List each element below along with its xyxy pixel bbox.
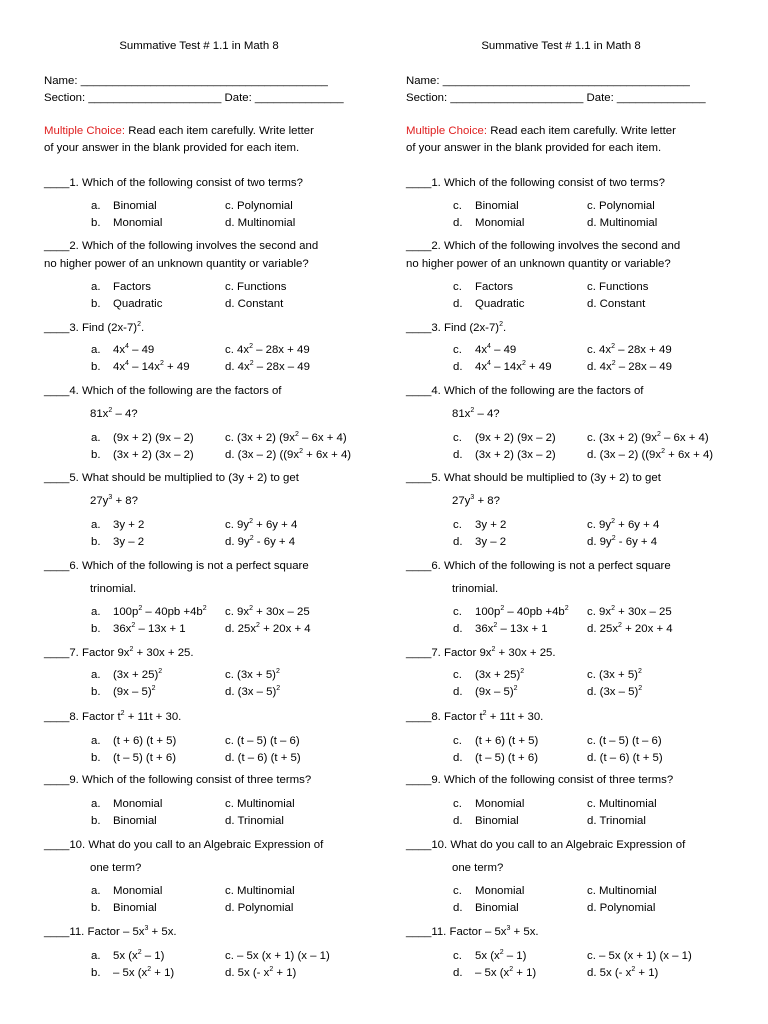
option-choice[interactable]: Monomial [113, 885, 163, 897]
question-continuation: $27y^3 + 8$? [452, 494, 500, 507]
answer-blank[interactable]: ____ [44, 385, 70, 397]
question-1 [406, 176, 665, 190]
option-choice[interactable]: (9x + 2) (9x – 2) [475, 432, 556, 444]
option-choice[interactable]: d. Trinomial [587, 815, 646, 827]
option-choice[interactable]: $4x^4 - 49$ [475, 343, 517, 356]
option-choice[interactable]: Monomial [113, 798, 163, 810]
option-letter: a. [91, 281, 101, 293]
answer-blank[interactable]: ____ [44, 322, 70, 334]
answer-blank[interactable]: ____ [44, 839, 70, 851]
answer-blank[interactable]: ____ [44, 774, 70, 786]
answer-blank[interactable]: ____ [44, 472, 70, 484]
option-choice[interactable]: d. $4x^2 - 28x - 49$ [587, 360, 672, 373]
question-4 [406, 384, 643, 398]
option-letter: c. [453, 950, 462, 962]
page-title: Summative Test # 1.1 in Math 8 [119, 40, 279, 52]
option-choice[interactable]: Factors [475, 281, 513, 293]
option-choice[interactable]: Monomial [113, 217, 163, 229]
option-letter: b. [91, 815, 101, 827]
option-letter: a. [91, 344, 101, 356]
instructions [406, 124, 676, 138]
question-1 [44, 176, 303, 190]
question-continuation: one term? [452, 862, 504, 874]
option-choice[interactable]: $(3x + 25)^2$ [475, 668, 525, 681]
answer-blank[interactable]: ____ [406, 385, 432, 397]
option-choice[interactable]: c. $9x^2 + 30x - 25$ [225, 605, 310, 618]
option-choice[interactable]: Binomial [475, 815, 519, 827]
option-choice[interactable]: d. Multinomial [587, 217, 658, 229]
option-choice[interactable]: d. Trinomial [225, 815, 284, 827]
option-letter: a. [91, 606, 101, 618]
option-letter: d. [453, 217, 463, 229]
question-text: 5. What should be multiplied to (3y + 2) to get [69, 472, 299, 484]
question-text: 2. Which of the following involves the second and [69, 240, 319, 252]
question-continuation: trinomial. [90, 583, 137, 595]
option-choice[interactable]: Binomial [475, 902, 519, 914]
option-letter: c. [453, 344, 462, 356]
instructions-label: Multiple Choice: [44, 125, 126, 137]
option-choice[interactable]: 3y – 2 [475, 536, 507, 548]
question-7 [44, 646, 194, 660]
option-letter: d. [453, 902, 463, 914]
question-10 [44, 838, 323, 852]
question-8 [406, 710, 543, 724]
option-letter: b. [91, 752, 101, 764]
question-4 [44, 384, 281, 398]
question-continuation: one term? [90, 862, 142, 874]
question-6 [406, 559, 671, 573]
name-field[interactable]: Name: _______________________________________ [44, 75, 328, 87]
option-choice[interactable]: $4x^4 - 14x^2 + 49$ [113, 360, 190, 373]
question-9 [44, 773, 311, 787]
option-choice[interactable]: c. Multinomial [225, 885, 295, 897]
option-letter: c. [453, 606, 462, 618]
option-choice[interactable]: $4x^4 - 14x^2 + 49$ [475, 360, 552, 373]
option-letter: d. [453, 752, 463, 764]
option-choice[interactable]: Monomial [475, 217, 525, 229]
option-choice[interactable]: Factors [113, 281, 151, 293]
option-choice[interactable]: d. Constant [225, 298, 284, 310]
option-choice[interactable]: (9x – 5)$^2$ [113, 685, 156, 698]
answer-blank[interactable]: ____ [406, 774, 432, 786]
instructions-line1: Read each item carefully. Write letter [487, 125, 676, 137]
option-choice[interactable]: d. (t – 6) (t + 5) [587, 752, 663, 764]
option-choice[interactable]: d. $25x^2 + 20x + 4$ [587, 622, 673, 635]
option-choice[interactable]: d. (3x – 2) ($(9x^2 + 6x + 4)$ [225, 448, 352, 461]
option-letter: a. [91, 950, 101, 962]
option-choice[interactable]: c. Multinomial [587, 885, 657, 897]
option-choice[interactable]: c. – 5x (x + 1) (x – 1) [225, 950, 330, 962]
question-continuation: $81x^2 - 4$? [452, 407, 500, 420]
option-letter: d. [453, 967, 463, 979]
option-choice[interactable]: c. $4x^2 - 28x + 49$ [587, 343, 672, 356]
option-letter: c. [453, 669, 462, 681]
question-text: 9. Which of the following consist of three terms? [431, 774, 674, 786]
option-choice[interactable]: d. $9y^2 - 6y + 4$ [225, 535, 296, 548]
option-choice[interactable]: d. (3x – 2) ($(9x^2 + 6x + 4)$ [587, 448, 714, 461]
option-choice[interactable]: d. 5x (- $x^2 + 1$) [225, 966, 297, 979]
instructions-line2: of your answer in the blank provided for each item. [406, 142, 662, 154]
question-text: 8. Factor $t^2 + 11t + 30$. [69, 710, 182, 723]
option-letter: b. [91, 967, 101, 979]
option-letter: d. [453, 449, 463, 461]
answer-blank[interactable]: ____ [44, 711, 70, 723]
option-letter: c. [453, 735, 462, 747]
answer-blank[interactable]: ____ [44, 177, 70, 189]
question-text: 3. Find $(2x-7)^2$. [431, 321, 507, 334]
question-9 [406, 773, 673, 787]
question-text: 7. Factor $9x^2 + 30x + 25$. [431, 646, 556, 659]
option-choice[interactable]: (9x + 2) (9x – 2) [113, 432, 194, 444]
question-text: 7. Factor $9x^2 + 30x + 25$. [69, 646, 194, 659]
question-8 [44, 710, 181, 724]
question-text: 6. Which of the following is not a perfect square [431, 560, 671, 572]
option-choice[interactable]: d. Polynomial [225, 902, 294, 914]
question-continuation: no higher power of an unknown quantity or variable? [44, 258, 309, 270]
option-choice[interactable]: c. $9y^2 + 6y + 4$ [225, 518, 298, 531]
question-2 [44, 239, 318, 253]
option-choice[interactable]: c. Polynomial [225, 200, 293, 212]
option-choice[interactable]: (t – 5) (t + 6) [475, 752, 538, 764]
option-choice[interactable]: c. Multinomial [225, 798, 295, 810]
answer-blank[interactable]: ____ [44, 240, 70, 252]
option-choice[interactable]: 3y – 2 [113, 536, 145, 548]
question-continuation: no higher power of an unknown quantity or variable? [406, 258, 671, 270]
answer-blank[interactable]: ____ [406, 472, 432, 484]
page-title: Summative Test # 1.1 in Math 8 [481, 40, 641, 52]
option-choice[interactable]: $36x^2 - 13x + 1$ [475, 622, 548, 635]
option-choice[interactable]: (t + 6) (t + 5) [113, 735, 177, 747]
question-text: 11. Factor – $5x^3 + 5x$. [431, 925, 539, 938]
option-choice[interactable]: c. $(3x + 5)^2$ [225, 668, 280, 681]
option-choice[interactable]: 5x $(x^2 - 1)$ [113, 949, 165, 962]
option-letter: c. [453, 885, 462, 897]
question-11 [406, 925, 539, 939]
answer-blank[interactable]: ____ [44, 926, 70, 938]
option-choice[interactable]: c. (3x + 2) $(9x^2 - 6x + 4)$ [225, 431, 347, 444]
option-choice[interactable]: (t – 5) (t + 6) [113, 752, 176, 764]
option-choice[interactable]: d. $9y^2 - 6y + 4$ [587, 535, 658, 548]
question-2 [406, 239, 680, 253]
option-letter: d. [453, 361, 463, 373]
question-3 [44, 321, 144, 335]
answer-blank[interactable]: ____ [44, 560, 70, 572]
question-11 [44, 925, 177, 939]
option-letter: a. [91, 669, 101, 681]
option-choice[interactable]: c. $(3x + 5)^2$ [587, 668, 642, 681]
option-choice[interactable]: 5x $(x^2 - 1)$ [475, 949, 527, 962]
option-choice[interactable]: Quadratic [113, 298, 163, 310]
section-date-field[interactable]: Section: _____________________ Date: ______________ [44, 92, 344, 104]
option-letter: c. [453, 798, 462, 810]
option-letter: b. [91, 623, 101, 635]
answer-blank[interactable]: ____ [406, 926, 432, 938]
option-choice[interactable]: $100p^2 - 40pb +4b^2$ [113, 605, 207, 618]
option-choice[interactable]: 3y + 2 [475, 519, 507, 531]
question-10 [406, 838, 685, 852]
option-choice[interactable]: $(3x + 25)^2$ [113, 668, 163, 681]
option-choice[interactable]: d. $4x^2 - 28x - 49$ [225, 360, 310, 373]
option-choice[interactable]: Monomial [475, 885, 525, 897]
question-text: 10. What do you call to an Algebraic Expression of [69, 839, 324, 851]
question-6 [44, 559, 309, 573]
option-choice[interactable]: d. (t – 6) (t + 5) [225, 752, 301, 764]
option-letter: a. [91, 519, 101, 531]
option-letter: d. [453, 686, 463, 698]
option-letter: b. [91, 217, 101, 229]
question-text: 3. Find $(2x-7)^2$. [69, 321, 145, 334]
question-text: 4. Which of the following are the factors of [431, 385, 644, 397]
option-letter: c. [453, 200, 462, 212]
option-choice[interactable]: $100p^2 - 40pb +4b^2$ [475, 605, 569, 618]
option-choice[interactable]: c. (3x + 2) $(9x^2 - 6x + 4)$ [587, 431, 709, 444]
option-letter: a. [91, 798, 101, 810]
question-3 [406, 321, 506, 335]
option-letter: d. [453, 815, 463, 827]
answer-blank[interactable]: ____ [406, 647, 432, 659]
question-text: 10. What do you call to an Algebraic Expression of [431, 839, 686, 851]
option-letter: d. [453, 623, 463, 635]
answer-blank[interactable]: ____ [44, 647, 70, 659]
option-choice[interactable]: (3x + 2) (3x – 2) [113, 449, 194, 461]
option-letter: c. [453, 519, 462, 531]
option-letter: a. [91, 200, 101, 212]
answer-blank[interactable]: ____ [406, 177, 432, 189]
option-letter: b. [91, 298, 101, 310]
question-text: 11. Factor – $5x^3 + 5x$. [69, 925, 177, 938]
option-choice[interactable]: d. Constant [587, 298, 646, 310]
option-choice[interactable]: – 5x $(x^2 + 1)$ [113, 966, 175, 979]
section-date-field[interactable]: Section: _____________________ Date: ______________ [406, 92, 706, 104]
question-5 [44, 471, 299, 485]
option-choice[interactable]: Binomial [475, 200, 519, 212]
option-choice[interactable]: c. Polynomial [587, 200, 655, 212]
answer-blank[interactable]: ____ [406, 560, 432, 572]
option-letter: a. [91, 885, 101, 897]
option-choice[interactable]: d. Multinomial [225, 217, 296, 229]
option-letter: c. [453, 432, 462, 444]
option-choice[interactable]: Quadratic [475, 298, 525, 310]
question-text: 1. Which of the following consist of two terms? [431, 177, 665, 189]
option-letter: a. [91, 735, 101, 747]
option-choice[interactable]: c. – 5x (x + 1) (x – 1) [587, 950, 692, 962]
option-choice[interactable]: c. Multinomial [587, 798, 657, 810]
option-letter: b. [91, 536, 101, 548]
question-continuation: $81x^2 - 4$? [90, 407, 138, 420]
option-letter: c. [453, 281, 462, 293]
instructions-line1: Read each item carefully. Write letter [125, 125, 314, 137]
option-choice[interactable]: $36x^2 - 13x + 1$ [113, 622, 186, 635]
question-text: 6. Which of the following is not a perfect square [69, 560, 309, 572]
option-letter: d. [453, 536, 463, 548]
option-choice[interactable]: d. (3x – 5)$^2$ [225, 685, 281, 698]
option-letter: b. [91, 902, 101, 914]
question-text: 5. What should be multiplied to (3y + 2) to get [431, 472, 661, 484]
name-field[interactable]: Name: _______________________________________ [406, 75, 690, 87]
option-choice[interactable]: Monomial [475, 798, 525, 810]
question-text: 1. Which of the following consist of two terms? [69, 177, 303, 189]
option-choice[interactable]: (t + 6) (t + 5) [475, 735, 539, 747]
option-choice[interactable]: 3y + 2 [113, 519, 145, 531]
option-choice[interactable]: c. $4x^2 - 28x + 49$ [225, 343, 310, 356]
option-letter: b. [91, 449, 101, 461]
instructions-line2: of your answer in the blank provided for each item. [44, 142, 300, 154]
option-choice[interactable]: Binomial [113, 200, 157, 212]
instructions-label: Multiple Choice: [406, 125, 488, 137]
question-7 [406, 646, 556, 660]
option-choice[interactable]: d. Polynomial [587, 902, 656, 914]
answer-blank[interactable]: ____ [406, 839, 432, 851]
answer-blank[interactable]: ____ [406, 322, 432, 334]
option-choice[interactable]: c. Functions [225, 281, 287, 293]
question-text: 2. Which of the following involves the second and [431, 240, 681, 252]
option-choice[interactable]: c. Functions [587, 281, 649, 293]
answer-blank[interactable]: ____ [406, 240, 432, 252]
option-choice[interactable]: c. $9y^2 + 6y + 4$ [587, 518, 660, 531]
question-text: 4. Which of the following are the factors of [69, 385, 282, 397]
option-choice[interactable]: d. $25x^2 + 20x + 4$ [225, 622, 311, 635]
option-choice[interactable]: c. (t – 5) (t – 6) [225, 735, 300, 747]
option-letter: b. [91, 361, 101, 373]
option-choice[interactable]: – 5x $(x^2 + 1)$ [475, 966, 537, 979]
option-choice[interactable]: Binomial [113, 815, 157, 827]
option-choice[interactable]: d. (3x – 5)$^2$ [587, 685, 643, 698]
option-letter: b. [91, 686, 101, 698]
question-5 [406, 471, 661, 485]
question-continuation: trinomial. [452, 583, 499, 595]
question-text: 8. Factor $t^2 + 11t + 30$. [431, 710, 544, 723]
option-choice[interactable]: c. $9x^2 + 30x - 25$ [587, 605, 672, 618]
question-continuation: $27y^3 + 8$? [90, 494, 138, 507]
question-text: 9. Which of the following consist of three terms? [69, 774, 312, 786]
option-choice[interactable]: Binomial [113, 902, 157, 914]
option-letter: a. [91, 432, 101, 444]
answer-blank[interactable]: ____ [406, 711, 432, 723]
instructions [44, 124, 314, 138]
option-choice[interactable]: (9x – 5)$^2$ [475, 685, 518, 698]
option-choice[interactable]: $4x^4 - 49$ [113, 343, 155, 356]
option-choice[interactable]: d. 5x (- $x^2 + 1$) [587, 966, 659, 979]
option-choice[interactable]: (3x + 2) (3x – 2) [475, 449, 556, 461]
option-choice[interactable]: c. (t – 5) (t – 6) [587, 735, 662, 747]
option-letter: d. [453, 298, 463, 310]
